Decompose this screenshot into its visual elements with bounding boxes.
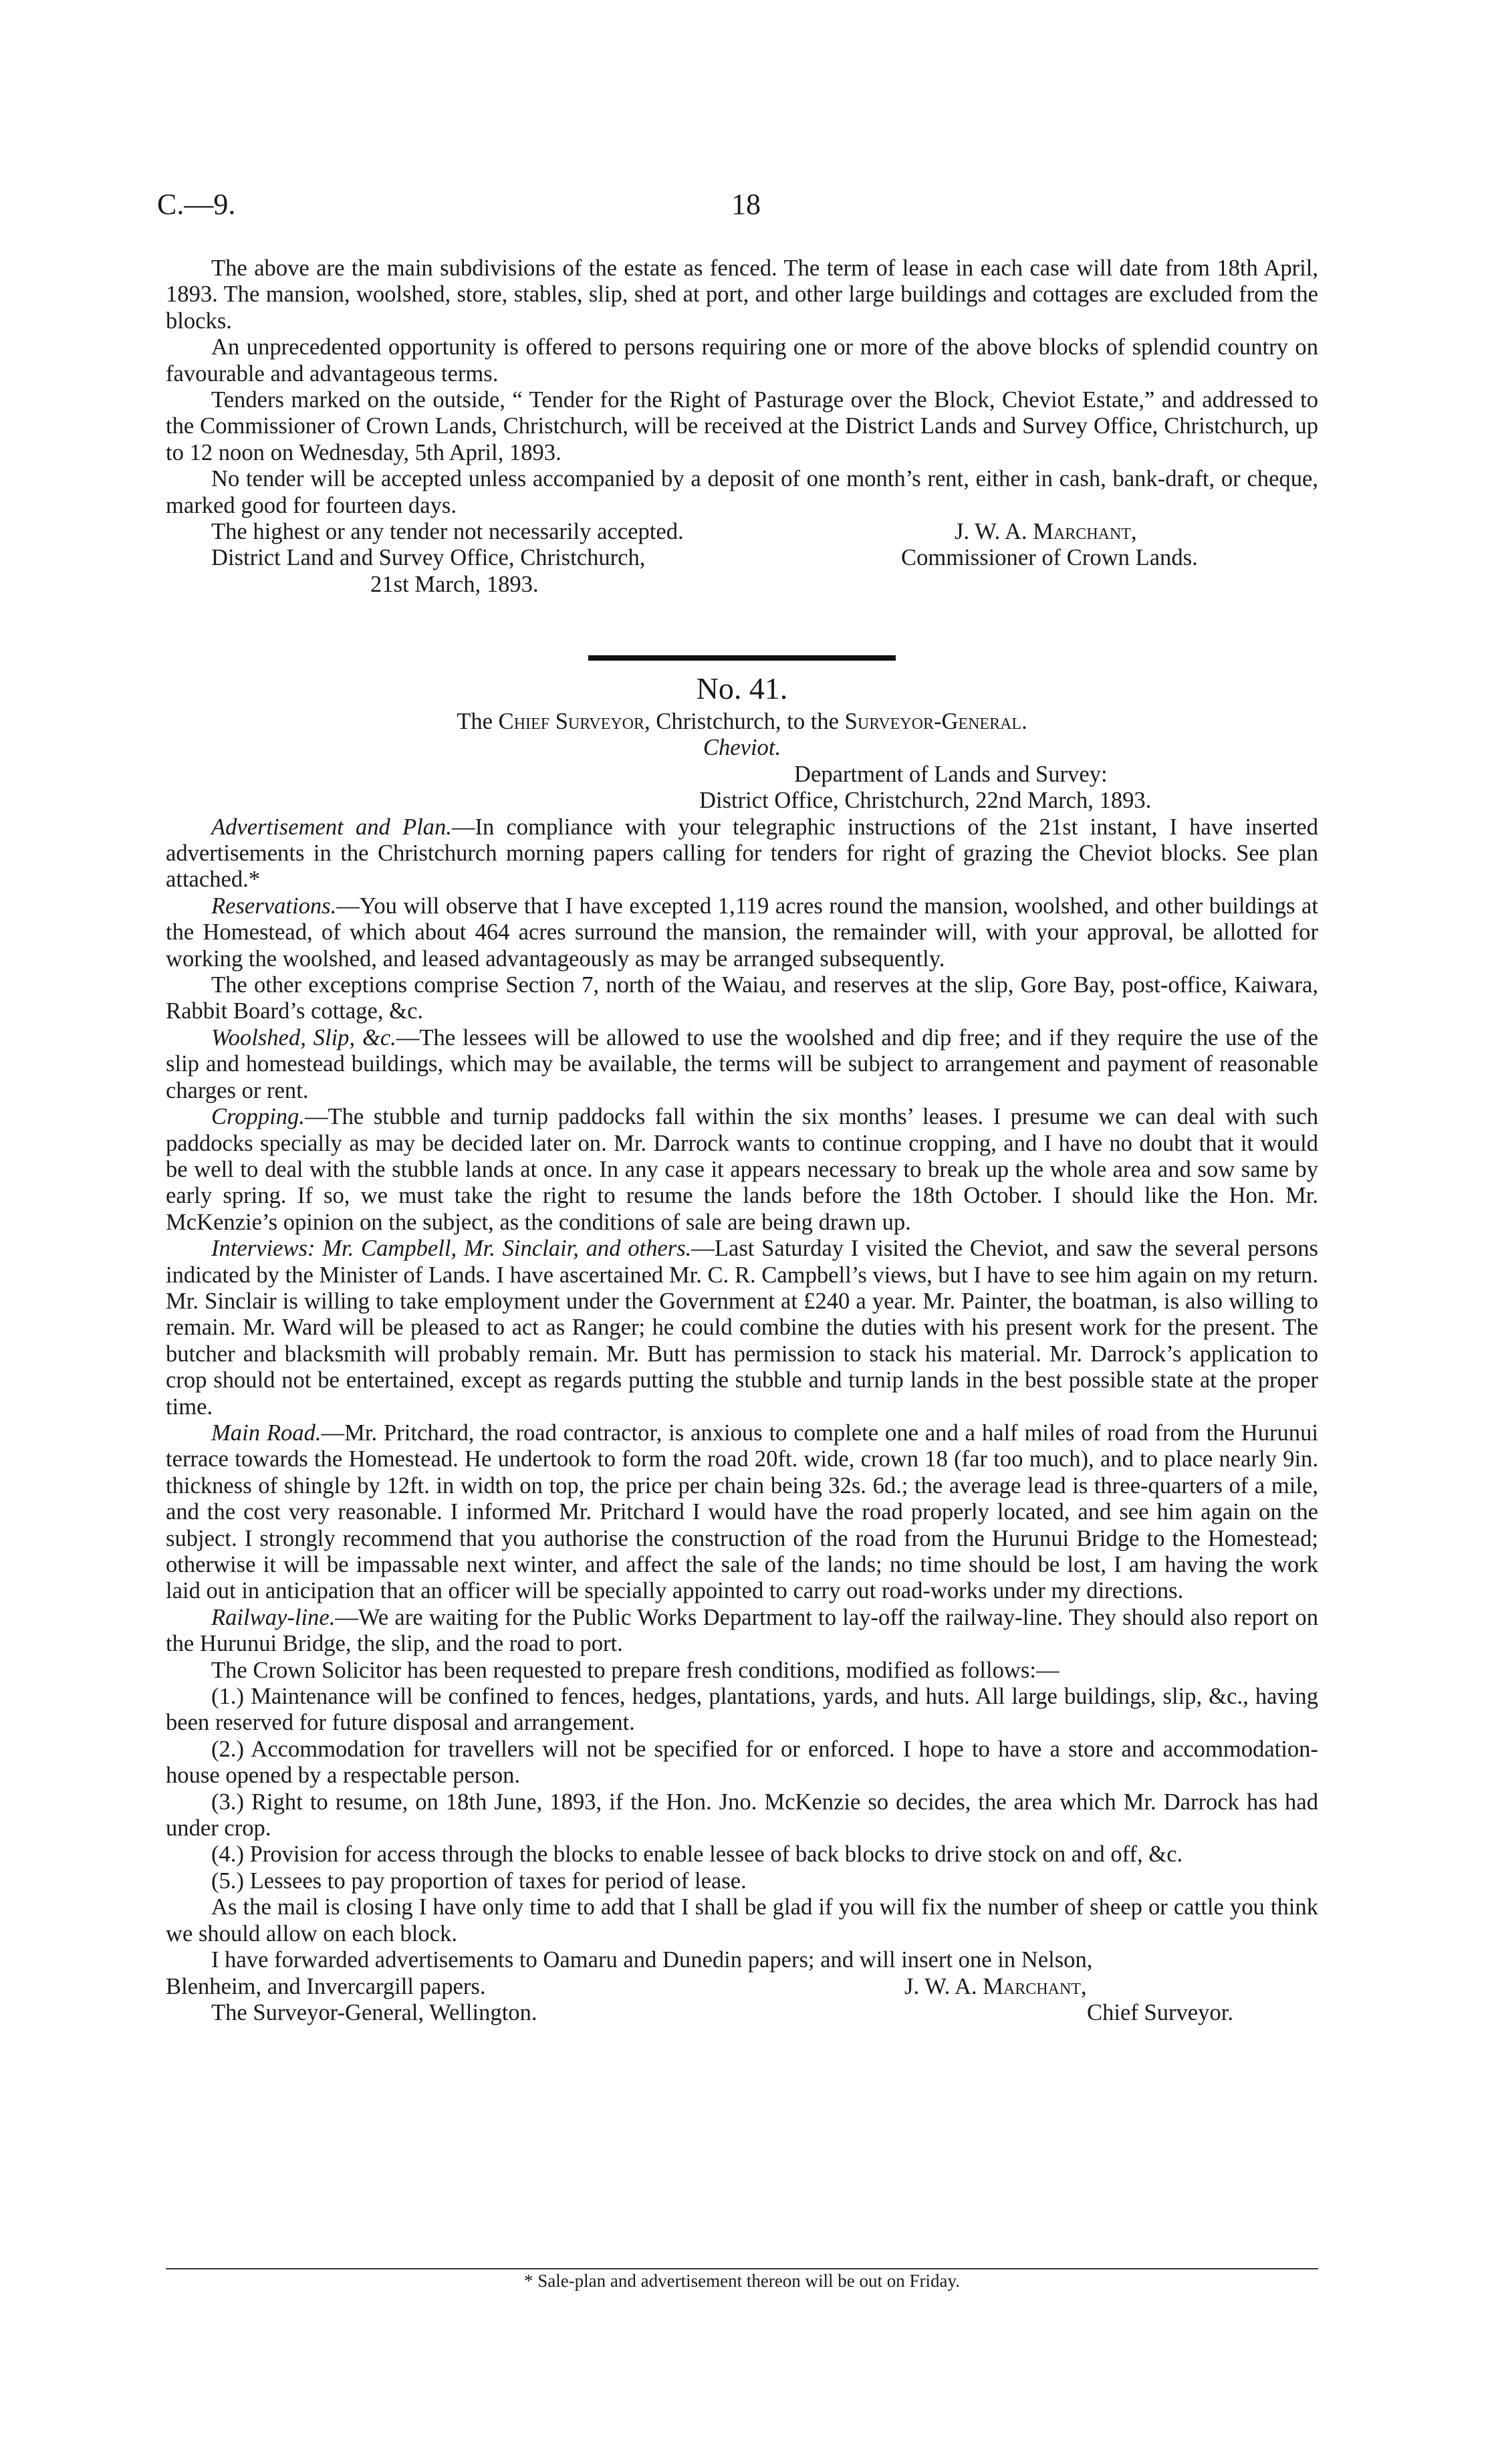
letter-paragraph: Woolshed, Slip, &c.—The lessees will be allowed to use the woolshed and dip free; and if they require the use of the slip and homestead buildings, which may be available, the terms will be subject to arrangement and payment of reasonable charges or rent. (166, 1024, 1318, 1103)
intro-paragraph: The above are the main subdivisions of the estate as fenced. The term of lease in each case will date from 18th April, 1893. The mansion, woolshed, store, stables, slip, shed at port, and other large buildings and cottages are excluded from the blocks. (166, 255, 1318, 334)
closing-addressee: The Surveyor-General, Wellington. (211, 1999, 537, 2025)
letter-paragraph: Advertisement and Plan.—In compliance with your telegraphic instructions of the 21st instant, I have inserted advertisements in the Christchurch morning papers calling for tenders for right of grazing the Cheviot blocks. See plan attached.* (166, 814, 1318, 893)
page-number: 18 (731, 188, 761, 221)
footnote: * Sale-plan and advertisement thereon will be out on Friday. (523, 2271, 961, 2291)
letter-paragraph: Railway-line.—We are waiting for the Public Works Department to lay-off the railway-line. They should also report on the Hurunui Bridge, the slip, and the road to port. (166, 1604, 1318, 1657)
paper-reference: C.—9. (157, 188, 236, 221)
list-item: (1.) Maintenance will be confined to fences, hedges, plantations, yards, and huts. All large buildings, slip, &c., having been reserved for future disposal and arrangement. (166, 1684, 1318, 1736)
closing-signature-row (166, 2000, 1318, 2026)
list-item: (3.) Right to resume, on 18th June, 1893, if the Hon. Jno. McKenzie so decides, the area which Mr. Darrock has had under crop. (166, 1789, 1318, 1841)
letter-paragraph: I have forwarded advertisements to Oamaru and Dunedin papers; and will insert one in Nelson, (211, 1947, 1093, 1973)
letter-paragraph: Main Road.—Mr. Pritchard, the road contractor, is anxious to complete one and a half miles of road from the Hurunui terrace towards the Homestead. He undertook to form the road 20ft. wide, crown 18 (far too much), and to place nearly 9in. thickness of shingle by 12ft. in width on top, the price per chain being 32s. 6d.; the average lead is three-quarters of a mile, and the cost very reasonable. I informed Mr. Pritchard I would have the road properly located, and see him again on the subject. I strongly recommend that you authorise the construction of the road from the Hurunui Bridge to the Homestead; otherwise it will be impassable next winter, and affect the sale of the lands; no time should be lost, I am having the work laid out in anticipation that an officer will be specially appointed to carry out road-works under my directions. (166, 1420, 1318, 1604)
advert-note: The highest or any tender not necessarily accepted. (211, 519, 684, 545)
advert-signatory-title: Commissioner of Crown Lands. (901, 545, 1198, 571)
closing-papers: Blenheim, and Invercargill papers. (166, 1973, 486, 1999)
letter-number: No. 41. (696, 671, 788, 705)
letter-recipient: Surveyor-General (844, 709, 1022, 734)
advert-signature-row (166, 545, 1318, 571)
list-item: (5.) Lessees to pay proportion of taxes for period of lease. (211, 1868, 747, 1894)
closing-signatory-title: Chief Surveyor. (1087, 1999, 1233, 2025)
closing-signatory: J. W. A. Marchant, (904, 1973, 1087, 1999)
intro-paragraph: Tenders marked on the outside, “ Tender for the Right of Pasturage over the Block, Cheviot Estate,” and addressed to the Commissioner of Crown Lands, Christchurch, will be received at the District Lands and Survey Office, Christchurch, up to 12 noon on Wednesday, 5th April, 1893. (166, 387, 1318, 465)
closing-signature-row (166, 1974, 1318, 2000)
letter-paragraph: Reservations.—You will observe that I have excepted 1,119 acres round the mansion, woolshed, and other buildings at the Homestead, of which about 464 acres surround the mansion, the remainder will, with your approval, be allotted for working the woolshed, and leased advantageously as may be arranged subsequently. (166, 893, 1318, 972)
letter-paragraph: The other exceptions comprise Section 7, north of the Waiau, and reserves at the slip, Gore Bay, post-office, Kaiwara, Rabbit Board’s cottage, &c. (166, 972, 1318, 1024)
letter-date: District Office, Christchurch, 22nd March, 1893. (699, 788, 1152, 814)
footnote-rule (166, 2268, 1318, 2269)
section-divider (588, 655, 896, 661)
letter-sender: Chief Surveyor (498, 709, 645, 734)
advert-date-row (166, 572, 1318, 598)
advertisement-body (166, 255, 1318, 598)
letter-heading: The Chief Surveyor, Christchurch, to the Surveyor-General. (457, 709, 1027, 734)
advert-signatory: J. W. A. Marchant, (955, 519, 1137, 545)
intro-paragraph: No tender will be accepted unless accompanied by a deposit of one month’s rent, either in cash, bank-draft, or cheque, marked good for fourteen days. (166, 466, 1318, 518)
letter-paragraph: Cropping.—The stubble and turnip paddocks fall within the six months’ leases. I presume we can deal with such paddocks specially as may be decided later on. Mr. Darrock wants to continue cropping, and I have no doubt that it would be well to deal with the stubble lands at once. In any case it appears necessary to break up the whole area and sow same by early spring. If so, we must take the right to resume the lands before the 18th October. I should like the Hon. Mr. McKenzie’s opinion on the subject, as the conditions of sale are being drawn up. (166, 1104, 1318, 1235)
advert-office: District Land and Survey Office, Christchurch, (211, 545, 646, 571)
list-item: (4.) Provision for access through the blocks to enable lessee of back blocks to drive stock on and off, &c. (211, 1841, 1183, 1868)
letter-paragraph: Interviews: Mr. Campbell, Mr. Sinclair, and others.—Last Saturday I visited the Cheviot, and saw the several persons indicated by the Minister of Lands. I have ascertained Mr. C. R. Campbell’s views, but I have to see him again on my return. Mr. Sinclair is willing to take employment under the Government at £240 a year. Mr. Painter, the boatman, is also willing to remain. Mr. Ward will be pleased to act as Ranger; he could combine the duties with his present work for the present. The butcher and blacksmith will probably remain. Mr. Butt has permission to stack his material. Mr. Darrock’s application to crop should not be entertained, except as regards putting the stubble and turnip lands in the best possible state at the proper time. (166, 1236, 1318, 1420)
letter-paragraph: As the mail is closing I have only time to add that I shall be glad if you will fix the number of sheep or cattle you think we should allow on each block. (166, 1894, 1318, 1946)
page-header (157, 187, 1335, 234)
letter-body (166, 669, 1318, 2026)
intro-paragraph: An unprecedented opportunity is offered to persons requiring one or more of the above blocks of splendid country on favourable and advantageous terms. (166, 334, 1318, 386)
letter-paragraph: The Crown Solicitor has been requested to prepare fresh conditions, modified as follows:— (211, 1657, 1060, 1683)
letter-subject: Cheviot. (703, 735, 781, 761)
letter-address: Department of Lands and Survey: (794, 761, 1108, 787)
list-item: (2.) Accommodation for travellers will not be specified for or enforced. I hope to have a store and accommodation-house opened by a respectable person. (166, 1736, 1318, 1789)
advert-signature-row (166, 519, 1318, 545)
advert-date: 21st March, 1893. (370, 571, 539, 597)
